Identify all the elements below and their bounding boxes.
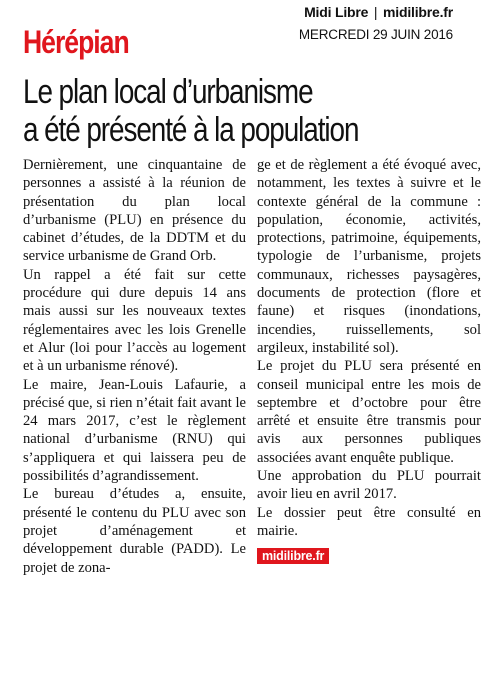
- paragraph: Un rappel a été fait sur cette procédure qui dure depuis 14 ans mais aussi sur les nouveaux textes réglementaires avec les lois Grenelle et Alur (loi pour l’accès au logement et à un urbanisme rénové).: [23, 266, 246, 375]
- publication-separator: |: [373, 4, 378, 20]
- midilibre-logo-badge: midilibre.fr: [257, 548, 329, 564]
- article-kicker: Hérépian: [23, 24, 129, 60]
- right-column: [257, 156, 481, 577]
- left-column: [23, 156, 246, 577]
- headline-line-1: Le plan local d’urbanisme: [23, 73, 313, 111]
- publication-date: MERCREDI 29 JUIN 2016: [298, 27, 453, 42]
- publication-line: [304, 4, 453, 20]
- paragraph: Le dossier peut être consulté en mairie.: [257, 504, 481, 539]
- article-headline: [23, 73, 358, 149]
- paragraph: Le projet du PLU sera présenté en conseil municipal entre les mois de septembre et d’octobre pour être arrêté et ensuite être transmis pour avis aux personnes publiques associées avant enquête publique.: [257, 358, 481, 466]
- paragraph: ge et de règlement a été évoqué avec, notamment, les textes à suivre et le contexte général de la commune : population, économie, activités, protections, patrimoine, équipements, typologie de l’urbanisme, projets communaux, richesses paysagères, documents de protection (flore et faune) et risques (inondations, incendies, ruissellements, sol argileux, instabilité sol).: [257, 157, 481, 356]
- paragraph: Le bureau d’études a, ensuite, présenté le contenu du PLU avec son projet d’aménagement et développement durable (PADD). Le projet de zona-: [23, 486, 246, 576]
- article-body: [23, 156, 481, 577]
- paragraph: Une approbation du PLU pourrait avoir lieu en avril 2017.: [257, 468, 481, 503]
- headline-line-2: a été présenté à la population: [23, 111, 359, 149]
- publication-site: midilibre.fr: [383, 4, 453, 20]
- paragraph: Le maire, Jean-Louis Lafaurie, a précisé que, si rien n’était fait avant le 24 mars 2017, c’est le règlement national d’urbanisme (RNU) qui s’appliquera et qui laissera peu de possibilités d’agrandissement.: [23, 376, 246, 485]
- paragraph: Dernièrement, une cinquantaine de personnes a assisté à la réunion de présentation du plan local d’urbanisme (PLU) en présence du cabinet d’études, de la DDTM et du service urbanisme de Grand Orb.: [23, 157, 246, 265]
- publication-name: Midi Libre: [304, 4, 369, 20]
